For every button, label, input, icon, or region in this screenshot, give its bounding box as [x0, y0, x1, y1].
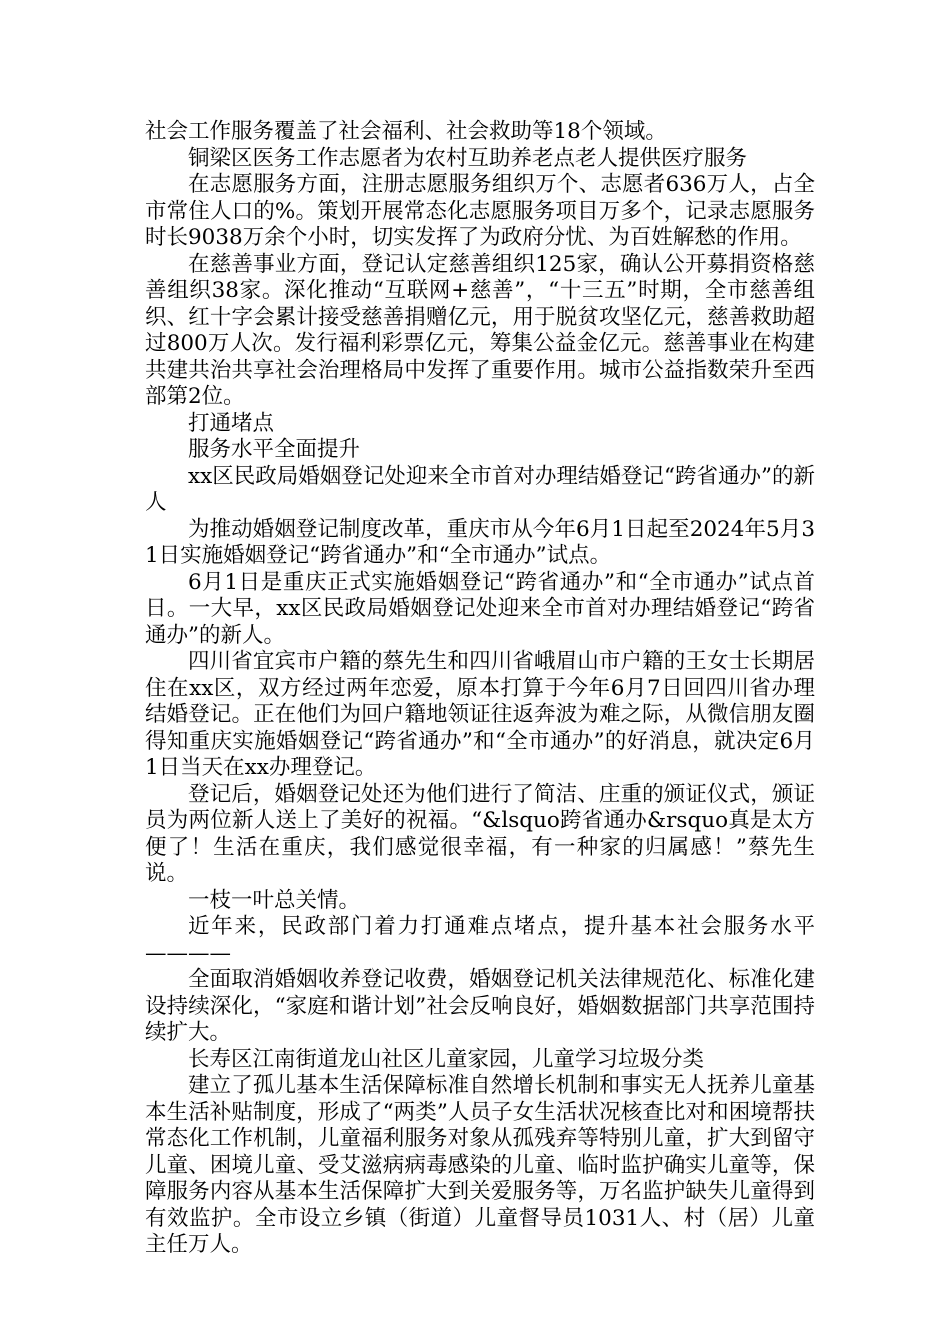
paragraph-volunteer-service: 在志愿服务方面，注册志愿服务组织万个、志愿者636万人，占全市常住人口的%。策划开展常态化志愿服务项目万多个，记录志愿服务时长9038万余个小时，切实发挥了为政府分忧、为百姓解愁的作用。 [145, 172, 815, 250]
paragraph-marriage-registration-caption: xx区民政局婚姻登记处迎来全市首对办理结婚登记“跨省通办”的新人 [145, 463, 815, 515]
paragraph-children-home-caption: 长寿区江南街道龙山社区儿童家园，儿童学习垃圾分类 [188, 1046, 705, 1072]
paragraph-tongliang-volunteers-caption: 铜梁区医务工作志愿者为农村互助养老点老人提供医疗服务 [188, 145, 748, 171]
paragraph-heading-break-bottlenecks: 打通堵点 [188, 410, 275, 436]
paragraph-first-day: 6月1日是重庆正式实施婚姻登记“跨省通办”和“全市通办”试点首日。一大早，xx区民政局婚姻登记处迎来全市首对办理结婚登记“跨省通办”的新人。 [145, 569, 815, 648]
document-page [145, 119, 815, 1259]
paragraph-couple-story: 四川省宜宾市户籍的蔡先生和四川省峨眉山市户籍的王女士长期居住在xx区，双方经过两年恋爱，原本打算于今年6月7日回四川省办理结婚登记。正在他们为回户籍地领证往返奔波为难之际，从微信朋友圈得知重庆实施婚姻登记“跨省通办”和“全市通办”的好消息，就决定6月1日当天在xx办理登记。 [145, 649, 815, 780]
paragraph-heading-service-level: 服务水平全面提升 [188, 437, 361, 462]
paragraph-social-work-coverage: 社会工作服务覆盖了社会福利、社会救助等18个领域。 [145, 119, 667, 144]
paragraph-registration-fees: 全面取消婚姻收养登记收费，婚姻登记机关法律规范化、标准化建设持续深化，“家庭和谐计划”社会反响良好，婚姻数据部门共享范围持续扩大。 [145, 967, 815, 1045]
paragraph-charity: 在慈善事业方面，登记认定慈善组织125家，确认公开募捐资格慈善组织38家。深化推动“互联网+慈善”，“十三五”时期，全市慈善组织、红十字会累计接受慈善捐赠亿元，用于脱贫攻坚亿元，慈善救助超过800万人次。发行福利彩票亿元，筹集公益金亿元。慈善事业在构建共建共治共享社会治理格局中发挥了重要作用。城市公益指数荣升至西部第2位。 [145, 251, 815, 409]
paragraph-child-welfare: 建立了孤儿基本生活保障标准自然增长机制和事实无人抚养儿童基本生活补贴制度，形成了“两类”人员子女生活状况核查比对和困境帮扶常态化工作机制，儿童福利服务对象从孤残弃等特别儿童，扩大到留守儿童、困境儿童、受艾滋病病毒感染的儿童、临时监护确实儿童等，保障服务内容从基本生活保障扩大到关爱服务等，万名监护缺失儿童得到有效监护。全市设立乡镇（街道）儿童督导员1031人、村（居）儿童主任万人。 [145, 1073, 815, 1257]
paragraph-recent-years: 近年来，民政部门着力打通难点堵点，提升基本社会服务水平———— [145, 914, 815, 966]
paragraph-marriage-reform: 为推动婚姻登记制度改革，重庆市从今年6月1日起至2024年5月31日实施婚姻登记“跨省通办”和“全市通办”试点。 [145, 516, 815, 568]
paragraph-one-branch: 一枝一叶总关情。 [188, 887, 361, 913]
paragraph-ceremony: 登记后，婚姻登记处还为他们进行了简洁、庄重的颁证仪式，颁证员为两位新人送上了美好的祝福。“&lsquo跨省通办&rsquo真是太方便了！生活在重庆，我们感觉很幸福，有一种家的归属感！”蔡先生说。 [145, 781, 815, 886]
